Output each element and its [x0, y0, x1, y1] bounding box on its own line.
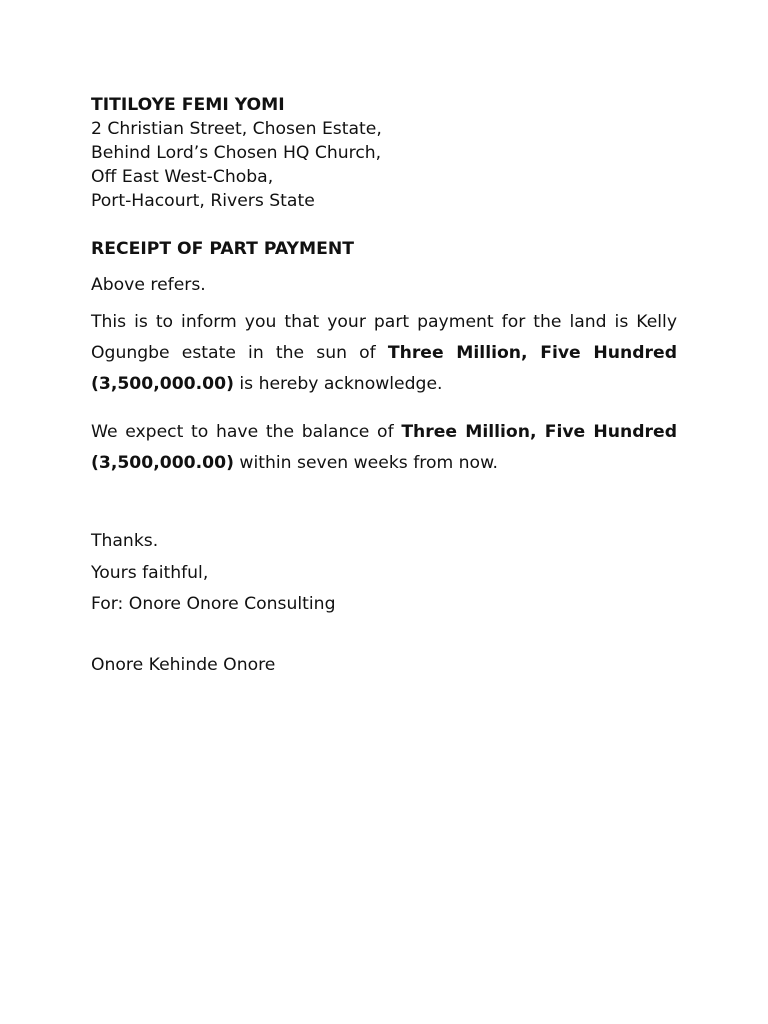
amount-words: Three Million, Five Hundred — [387, 343, 677, 363]
company-line: For: Onore Onore Consulting — [91, 594, 336, 614]
paragraph-text: We expect to have the balance of — [91, 422, 402, 442]
address-line: Port-Hacourt, Rivers State — [91, 191, 315, 211]
letter — [91, 93, 677, 677]
opening-line: Above refers. — [91, 275, 206, 295]
amount-figure: (3,500,000.00) — [91, 374, 234, 394]
sender-address — [91, 117, 677, 213]
letter-heading: RECEIPT OF PART PAYMENT — [91, 239, 354, 259]
amount-words: Three Million, Five Hundred — [401, 422, 677, 442]
valediction-line: Yours faithful, — [91, 562, 209, 583]
closing-block — [91, 526, 677, 621]
thanks-line: Thanks. — [91, 531, 159, 551]
address-line: Off East West-Choba, — [91, 167, 274, 187]
signatory-name: Onore Kehinde Onore — [91, 654, 276, 675]
address-line: 2 Christian Street, Chosen Estate, — [91, 119, 382, 139]
paragraph-text: within seven weeks from now. — [233, 453, 499, 473]
paragraph-text: is hereby acknowledge. — [233, 374, 443, 394]
sender-name: TITILOYE FEMI YOMI — [91, 95, 285, 115]
paragraph-text: This is to inform you that your part payment for the land is Kelly Ogungbe estate in the sun of — [91, 312, 677, 363]
paragraph-acknowledgement — [91, 307, 677, 400]
amount-figure: (3,500,000.00) — [91, 453, 234, 473]
paragraph-balance — [91, 417, 677, 479]
address-line: Behind Lord’s Chosen HQ Church, — [91, 143, 382, 163]
